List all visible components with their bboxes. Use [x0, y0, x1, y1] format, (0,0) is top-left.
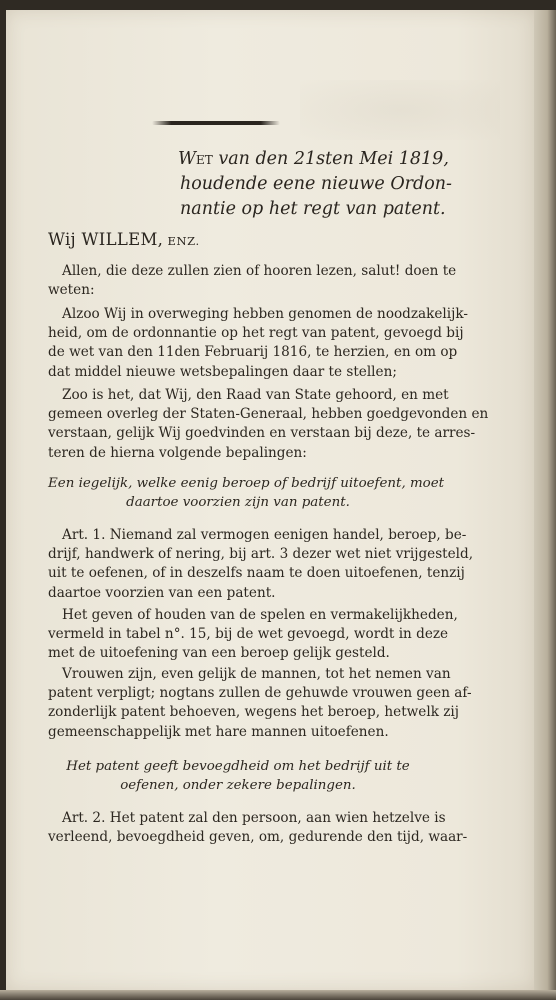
text-line: teren de hierna volgende bepalingen:: [48, 444, 307, 461]
text-line: Art. 1. Niemand zal vermogen eenigen handel, beroep, be-: [62, 527, 467, 543]
article-1: [48, 526, 474, 603]
text-line: heid, om de ordonnantie op het regt van patent, gevoegd bij: [48, 325, 464, 342]
title-small-caps: et: [196, 149, 213, 169]
royal-heading-main: Wij WILLEM,: [48, 230, 164, 249]
text-line: daartoe voorzien van een patent.: [48, 584, 276, 601]
article-1-paragraph-3: [48, 665, 472, 742]
text-line: Alzoo Wij in overweging hebben genomen de noodzakelijk-: [62, 306, 468, 322]
marginal-line: Het patent geeft bevoegdheid om het bedrijf uit te: [66, 759, 410, 774]
text-line: verstaan, gelijk Wij goedvinden en verstaan bij deze, te arres-: [48, 425, 476, 442]
marginal-line: Een iegelijk, welke eenig beroep of bedrijf uitoefent, moet: [48, 476, 445, 491]
text-line: met de uitoefening van een beroep gelijk gesteld.: [48, 645, 390, 662]
text-line: drijf, handwerk of nering, bij art. 3 dezer wet niet vrijgesteld,: [48, 546, 474, 563]
paragraph-zoo: [48, 386, 489, 463]
text-line: de wet van den 11den Februarij 1816, te herzien, en om op: [48, 344, 458, 361]
marginal-heading-2: [48, 757, 428, 795]
royal-heading: [48, 230, 200, 249]
paragraph-salut: [48, 262, 457, 300]
title-line-2: houdende eene nieuwe Ordon-: [180, 174, 452, 194]
marginal-line: daartoe voorzien zijn van patent.: [126, 495, 350, 510]
page-bottom-edge: [0, 990, 556, 1000]
header-rule: [152, 121, 280, 125]
title-line-1-rest: van den 21sten Mei 1819,: [212, 149, 449, 169]
text-line: zonderlijk patent behoeven, wegens het beroep, hetwelk zij: [48, 704, 459, 721]
text-line: patent verpligt; nogtans zullen de gehuwde vrouwen geen af-: [48, 685, 472, 702]
title-line-3: nantie op het regt van patent.: [180, 199, 446, 219]
page-edge: [534, 10, 556, 992]
text-line: Het geven of houden van de spelen en vermakelijkheden,: [62, 607, 458, 623]
marginal-heading-1: [48, 474, 445, 512]
text-line: Vrouwen zijn, even gelijk de mannen, tot het nemen van: [62, 666, 451, 682]
text-line: Zoo is het, dat Wij, den Raad van State gehoord, en met: [62, 387, 449, 403]
text-line: gemeenschappelijk met hare mannen uitoefenen.: [48, 723, 389, 740]
text-line: vermeld in tabel n°. 15, bij de wet gevoegd, wordt in deze: [48, 626, 449, 643]
paragraph-alzoo: [48, 305, 468, 382]
law-title: [178, 147, 452, 222]
text-line: uit te oefenen, of in deszelfs naam te doen uitoefenen, tenzij: [48, 565, 465, 582]
text-line: Allen, die deze zullen zien of hooren lezen, salut! doen te: [62, 263, 457, 279]
title-line-1: [178, 147, 449, 172]
text-line: gemeen overleg der Staten-Generaal, hebben goedgevonden en: [48, 406, 489, 423]
article-2: [48, 809, 468, 847]
text-line: weten:: [48, 282, 95, 299]
text-line: dat middel nieuwe wetsbepalingen daar te stellen;: [48, 363, 397, 380]
paper-stain: [300, 80, 500, 140]
marginal-line: oefenen, onder zekere bepalingen.: [120, 778, 356, 793]
article-1-paragraph-2: [48, 606, 458, 664]
royal-heading-suffix: ENZ.: [163, 234, 200, 248]
title-initial: W: [178, 149, 196, 169]
text-line: verleend, bevoegdheid geven, om, gedurende den tijd, waar-: [48, 829, 468, 846]
text-line: Art. 2. Het patent zal den persoon, aan wien hetzelve is: [62, 810, 446, 826]
